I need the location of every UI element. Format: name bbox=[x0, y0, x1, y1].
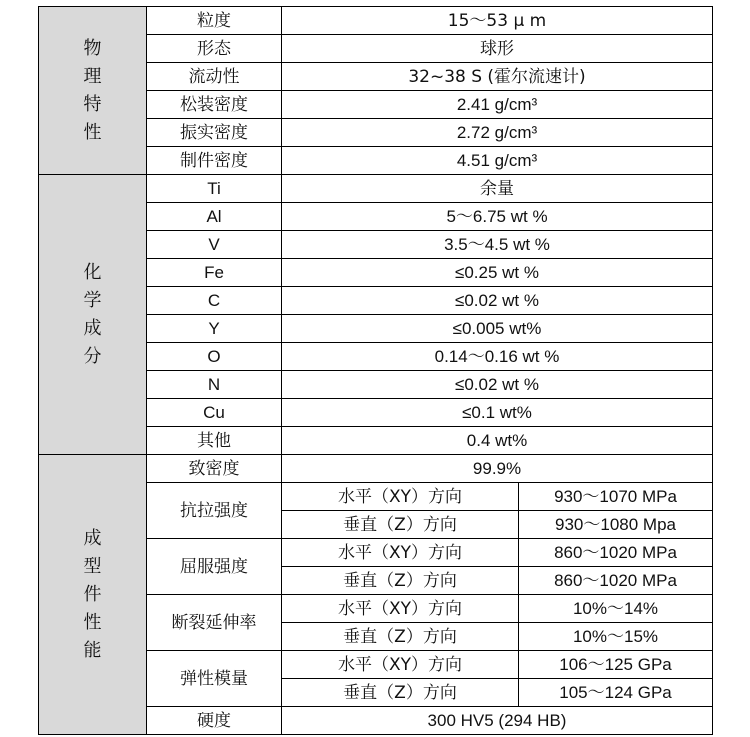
category-performance bbox=[39, 455, 147, 735]
element-value: ≤0.02 wt % bbox=[282, 371, 713, 399]
property-name: 硬度 bbox=[147, 707, 282, 735]
property-value: 930～1080 Mpa bbox=[519, 511, 713, 539]
category-char: 化 bbox=[83, 261, 102, 283]
table-row bbox=[39, 175, 713, 203]
property-name: 粒度 bbox=[147, 7, 282, 35]
category-char: 成 bbox=[83, 317, 102, 339]
element-value: 余量 bbox=[282, 175, 713, 203]
element-value: 3.5～4.5 wt % bbox=[282, 231, 713, 259]
property-value: 2.41 g/cm³ bbox=[282, 91, 713, 119]
property-name: 振实密度 bbox=[147, 119, 282, 147]
element-value: ≤0.005 wt% bbox=[282, 315, 713, 343]
property-value: 10%～15% bbox=[519, 623, 713, 651]
element-name: V bbox=[147, 231, 282, 259]
element-value: 5～6.75 wt % bbox=[282, 203, 713, 231]
property-name: 松装密度 bbox=[147, 91, 282, 119]
table-row bbox=[39, 455, 713, 483]
direction-label: 垂直（Z）方向 bbox=[282, 679, 519, 707]
direction-label: 垂直（Z）方向 bbox=[282, 567, 519, 595]
element-name: N bbox=[147, 371, 282, 399]
direction-label: 垂直（Z）方向 bbox=[282, 623, 519, 651]
category-char: 物 bbox=[83, 37, 102, 59]
element-value: ≤0.1 wt% bbox=[282, 399, 713, 427]
category-char: 性 bbox=[83, 121, 102, 143]
direction-label: 垂直（Z）方向 bbox=[282, 511, 519, 539]
table-row bbox=[39, 7, 713, 35]
category-char: 能 bbox=[83, 639, 102, 661]
category-char: 特 bbox=[83, 93, 102, 115]
property-value: 2.72 g/cm³ bbox=[282, 119, 713, 147]
category-char: 理 bbox=[83, 65, 102, 87]
category-char: 分 bbox=[83, 345, 102, 367]
element-name: Cu bbox=[147, 399, 282, 427]
property-value: 930～1070 MPa bbox=[519, 483, 713, 511]
element-value: 0.4 wt% bbox=[282, 427, 713, 455]
element-name: Y bbox=[147, 315, 282, 343]
element-name: Fe bbox=[147, 259, 282, 287]
material-properties-table bbox=[38, 6, 713, 735]
property-value: 860～1020 MPa bbox=[519, 539, 713, 567]
category-chemical bbox=[39, 175, 147, 455]
element-name: Al bbox=[147, 203, 282, 231]
property-name: 形态 bbox=[147, 35, 282, 63]
property-name: 屈服强度 bbox=[147, 539, 282, 595]
property-value: 4.51 g/cm³ bbox=[282, 147, 713, 175]
property-name: 弹性模量 bbox=[147, 651, 282, 707]
direction-label: 水平（XY）方向 bbox=[282, 483, 519, 511]
category-char: 学 bbox=[83, 289, 102, 311]
property-value: 99.9% bbox=[282, 455, 713, 483]
category-char: 型 bbox=[83, 555, 102, 577]
property-name: 制件密度 bbox=[147, 147, 282, 175]
element-name: C bbox=[147, 287, 282, 315]
property-value: 32~38 S (霍尔流速计) bbox=[282, 63, 713, 91]
element-value: ≤0.25 wt % bbox=[282, 259, 713, 287]
category-char: 件 bbox=[83, 583, 102, 605]
property-name: 断裂延伸率 bbox=[147, 595, 282, 651]
element-value: 0.14～0.16 wt % bbox=[282, 343, 713, 371]
property-value: 860～1020 MPa bbox=[519, 567, 713, 595]
category-char: 性 bbox=[83, 611, 102, 633]
property-value: 105～124 GPa bbox=[519, 679, 713, 707]
element-name: Ti bbox=[147, 175, 282, 203]
element-name: O bbox=[147, 343, 282, 371]
property-value: 球形 bbox=[282, 35, 713, 63]
property-value: 15～53 μ m bbox=[282, 7, 713, 35]
direction-label: 水平（XY）方向 bbox=[282, 651, 519, 679]
category-physical bbox=[39, 7, 147, 175]
element-value: ≤0.02 wt % bbox=[282, 287, 713, 315]
direction-label: 水平（XY）方向 bbox=[282, 539, 519, 567]
category-char: 成 bbox=[83, 527, 102, 549]
property-value: 300 HV5 (294 HB) bbox=[282, 707, 713, 735]
direction-label: 水平（XY）方向 bbox=[282, 595, 519, 623]
property-name: 致密度 bbox=[147, 455, 282, 483]
property-value: 106～125 GPa bbox=[519, 651, 713, 679]
property-name: 抗拉强度 bbox=[147, 483, 282, 539]
property-name: 流动性 bbox=[147, 63, 282, 91]
property-value: 10%～14% bbox=[519, 595, 713, 623]
element-name: 其他 bbox=[147, 427, 282, 455]
